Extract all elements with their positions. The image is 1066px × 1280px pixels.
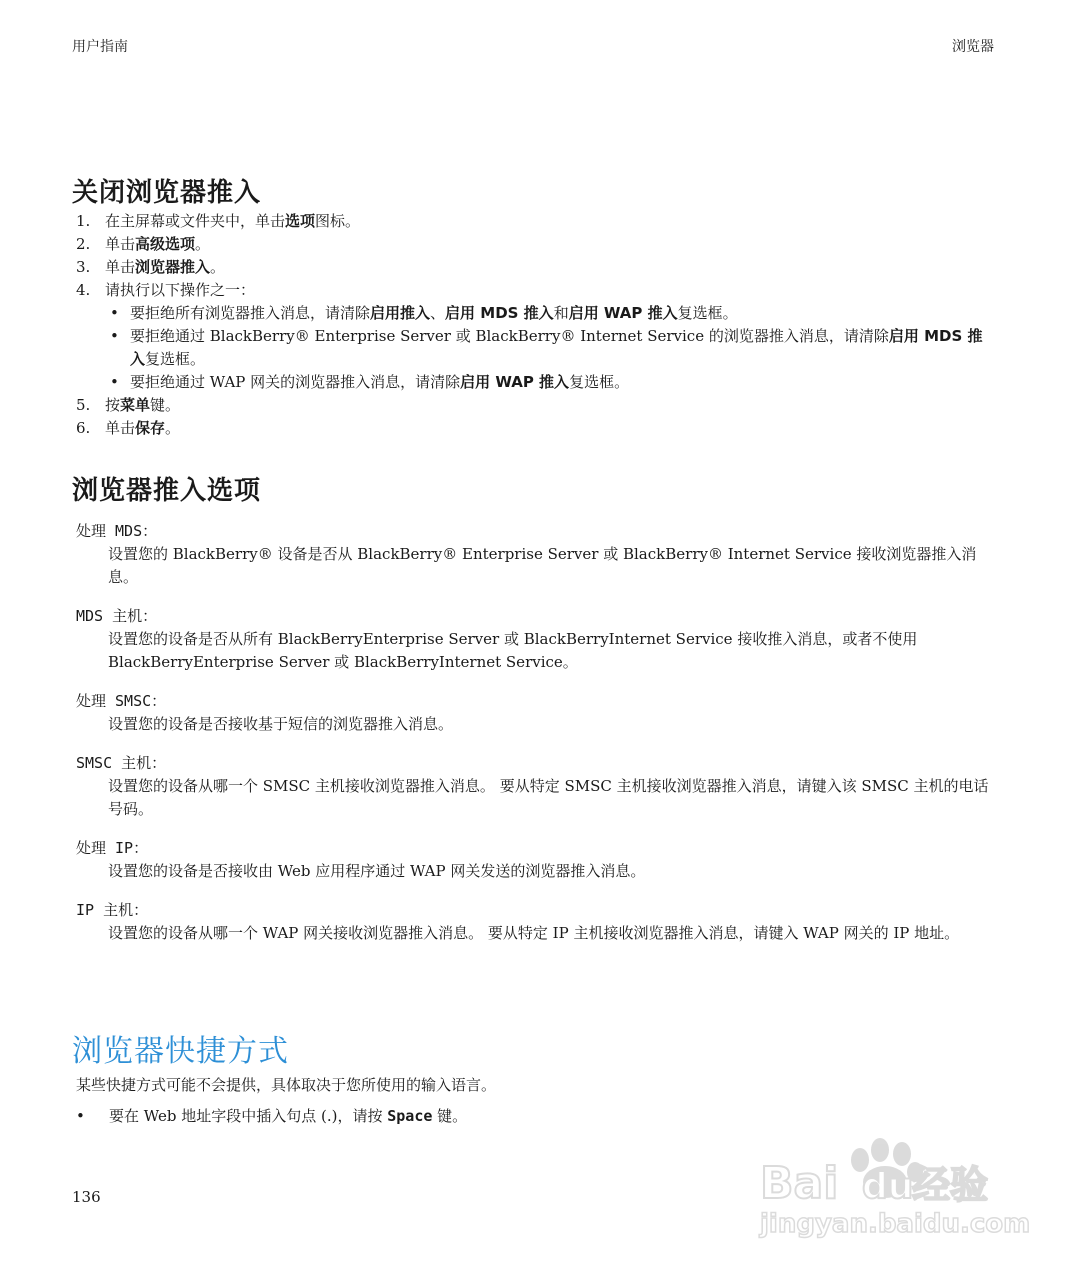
option-item	[72, 520, 996, 589]
option-item	[72, 899, 996, 945]
list-item: 5. 按菜单键。	[76, 396, 181, 414]
list-item: 3. 单击浏览器推入。	[76, 258, 226, 276]
watermark-brand-2: du	[862, 1166, 914, 1207]
option-term: 处理 IP：	[76, 839, 149, 857]
option-item	[72, 837, 996, 883]
shortcuts-intro: 某些快捷方式可能不会提供，具体取决于您所使用的输入语言。	[76, 1076, 497, 1094]
option-item	[72, 605, 996, 674]
option-description: 设置您的设备是否接收由 Web 应用程序通过 WAP 网关发送的浏览器推入消息。	[108, 862, 646, 880]
section-title-shortcuts: 浏览器快捷方式	[72, 1034, 289, 1069]
header-section-title: 浏览器	[952, 39, 994, 55]
option-description: 设置您的设备是否从所有 BlackBerryEnterprise Server 或 BlackBerryInternet Service 接收推入消息，或者不使用 BlackBerryEnterprise Server 或 BlackBerryInternet Service。	[108, 630, 918, 671]
watermark-cn: 经验	[912, 1163, 989, 1207]
option-description: 设置您的设备从哪一个 SMSC 主机接收浏览器推入消息。 要从特定 SMSC 主机接收浏览器推入消息，请键入该 SMSC 主机的电话号码。	[108, 777, 989, 818]
options-block	[72, 520, 996, 961]
option-term: IP 主机：	[76, 901, 149, 919]
option-term: MDS 主机：	[76, 607, 158, 625]
header-guide-title: 用户指南	[72, 39, 128, 55]
list-item: 4. 请执行以下操作之一： • 要拒绝所有浏览器推入消息，请清除启用推入、启用 MDS 推入和启用 WAP 推入复选框。 • 要拒绝通过 BlackBerry® Enterprise Server 或 BlackBerry® Internet Service 的浏览器推入消息，请清除启用 MDS 推入复选框。 • 要拒绝通过 WAP 网关的浏览器推入消息，请清除启用 WAP 推入复选框。	[72, 279, 996, 394]
option-item	[72, 752, 996, 821]
option-item	[72, 690, 996, 736]
list-item: 6. 单击保存。	[76, 419, 181, 437]
list-item: 2. 单击高级选项。	[76, 235, 211, 253]
list-item: • 要拒绝所有浏览器推入消息，请清除启用推入、启用 MDS 推入和启用 WAP 推入复选框。	[110, 304, 738, 322]
option-term: 处理 MDS：	[76, 522, 158, 540]
list-item: • 要拒绝通过 BlackBerry® Enterprise Server 或 BlackBerry® Internet Service 的浏览器推入消息，请清除启用 MDS 推入复选框。	[110, 327, 983, 368]
section-title-push-options: 浏览器推入选项	[72, 476, 262, 506]
page-number: 136	[72, 1188, 101, 1206]
section-title-disable-push: 关闭浏览器推入	[72, 178, 262, 208]
option-description: 设置您的 BlackBerry® 设备是否从 BlackBerry® Enterprise Server 或 BlackBerry® Internet Service 接收浏览器推入消息。	[108, 545, 977, 586]
list-item: • 要拒绝通过 WAP 网关的浏览器推入消息，请清除启用 WAP 推入复选框。	[110, 373, 630, 391]
option-term: SMSC 主机：	[76, 754, 167, 772]
baidu-watermark	[760, 1120, 1031, 1240]
sub-bullet-list	[72, 302, 996, 394]
option-term: 处理 SMSC：	[76, 692, 167, 710]
steps-block	[72, 210, 996, 440]
watermark-brand: Bai	[760, 1158, 839, 1209]
option-description: 设置您的设备从哪一个 WAP 网关接收浏览器推入消息。 要从特定 IP 主机接收浏览器推入消息，请键入 WAP 网关的 IP 地址。	[108, 924, 960, 942]
key-name: Space	[387, 1107, 433, 1125]
list-item: • 要在 Web 地址字段中插入句点 (.)，请按 Space 键。	[76, 1107, 468, 1125]
watermark-url: jingyan.baidu.com	[760, 1209, 1031, 1239]
list-item: 1. 在主屏幕或文件夹中，单击选项图标。	[76, 212, 361, 230]
steps-list	[72, 210, 996, 440]
option-description: 设置您的设备是否接收基于短信的浏览器推入消息。	[108, 715, 454, 733]
